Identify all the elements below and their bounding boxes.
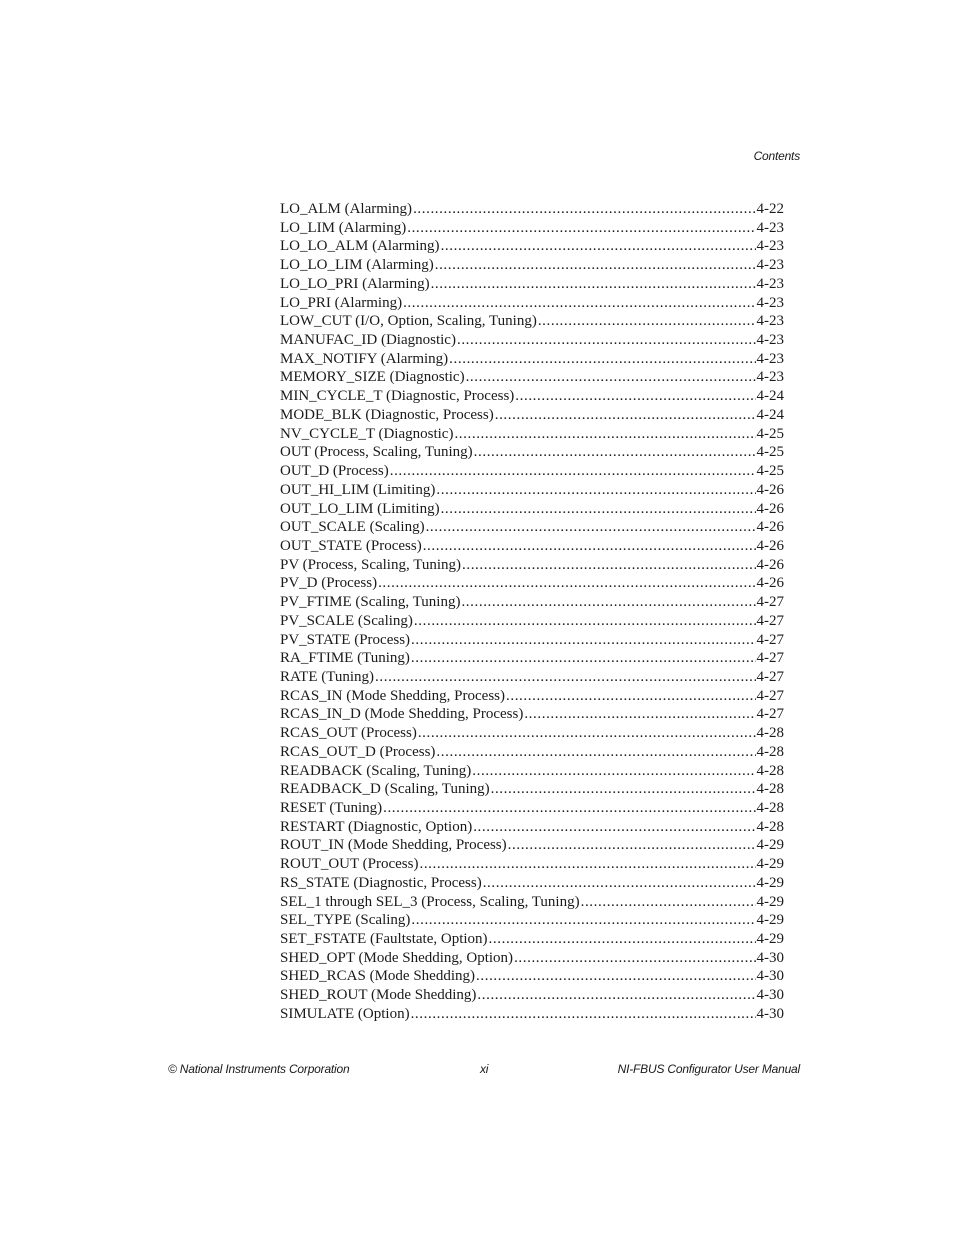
toc-entry-title: ROUT_IN (Mode Shedding, Process) [280, 837, 507, 854]
toc-entry-title: RS_STATE (Diagnostic, Process) [280, 874, 482, 891]
toc-entry[interactable] [280, 724, 784, 743]
toc-entry[interactable] [280, 500, 784, 519]
dot-leader [436, 481, 755, 500]
toc-entry-page: 4-27 [756, 631, 784, 648]
toc-entry-page: 4-23 [756, 313, 784, 330]
toc-entry[interactable] [280, 687, 784, 706]
toc-entry[interactable] [280, 462, 784, 481]
toc-entry-page: 4-29 [756, 837, 784, 854]
toc-entry-title: OUT_HI_LIM (Limiting) [280, 481, 436, 498]
toc-entry[interactable] [280, 780, 784, 799]
toc-entry-title: READBACK (Scaling, Tuning) [280, 762, 472, 779]
toc-entry[interactable] [280, 668, 784, 687]
toc-entry-title: MEMORY_SIZE (Diagnostic) [280, 369, 465, 386]
dot-leader [413, 200, 755, 219]
toc-entry-title: READBACK_D (Scaling, Tuning) [280, 781, 490, 798]
toc-entry-title: LO_LO_LIM (Alarming) [280, 257, 434, 274]
toc-entry-page: 4-27 [756, 594, 784, 611]
toc-entry[interactable] [280, 387, 784, 406]
dot-leader [515, 387, 755, 406]
toc-entry[interactable] [280, 593, 784, 612]
dot-leader [419, 855, 755, 874]
toc-entry[interactable] [280, 949, 784, 968]
toc-entry-page: 4-23 [756, 350, 784, 367]
dot-leader [431, 275, 756, 294]
toc-entry-page: 4-30 [756, 987, 784, 1004]
dot-leader [435, 256, 756, 275]
toc-entry-page: 4-27 [756, 668, 784, 685]
toc-entry-page: 4-28 [756, 781, 784, 798]
toc-entry-page: 4-25 [756, 444, 784, 461]
dot-leader [411, 1005, 756, 1024]
toc-entry-title: SEL_TYPE (Scaling) [280, 912, 411, 929]
toc-entry-page: 4-26 [756, 556, 784, 573]
toc-entry[interactable] [280, 331, 784, 350]
toc-entry-title: LO_LIM (Alarming) [280, 219, 407, 236]
toc-entry-title: SEL_1 through SEL_3 (Process, Scaling, Tuning) [280, 893, 580, 910]
toc-entry-page: 4-28 [756, 762, 784, 779]
toc-entry[interactable] [280, 818, 784, 837]
toc-entry[interactable] [280, 275, 784, 294]
dot-leader [414, 612, 756, 631]
footer-page-number: xi [480, 1062, 489, 1076]
dot-leader [378, 574, 755, 593]
toc-entry-page: 4-28 [756, 818, 784, 835]
toc-entry[interactable] [280, 312, 784, 331]
toc-entry[interactable] [280, 967, 784, 986]
dot-leader [457, 331, 756, 350]
toc-entry-title: RCAS_IN (Mode Shedding, Process) [280, 687, 505, 704]
table-of-contents [280, 200, 784, 1024]
toc-entry-page: 4-25 [756, 425, 784, 442]
toc-entry[interactable] [280, 799, 784, 818]
dot-leader [538, 312, 756, 331]
toc-entry-page: 4-29 [756, 912, 784, 929]
dot-leader [441, 237, 756, 256]
toc-entry-title: LO_LO_PRI (Alarming) [280, 275, 430, 292]
toc-entry-page: 4-24 [756, 388, 784, 405]
toc-entry-title: RCAS_OUT (Process) [280, 725, 417, 742]
toc-entry[interactable] [280, 986, 784, 1005]
dot-leader [483, 874, 756, 893]
dot-leader [506, 687, 756, 706]
toc-entry-title: MIN_CYCLE_T (Diagnostic, Process) [280, 388, 515, 405]
toc-entry[interactable] [280, 406, 784, 425]
toc-entry-title: RESTART (Diagnostic, Option) [280, 818, 473, 835]
toc-entry[interactable] [280, 705, 784, 724]
dot-leader [383, 799, 755, 818]
toc-entry-title: OUT_LO_LIM (Limiting) [280, 500, 440, 517]
toc-entry-page: 4-22 [756, 201, 784, 217]
toc-entry-title: PV_D (Process) [280, 575, 378, 592]
toc-entry-page: 4-26 [756, 519, 784, 536]
toc-entry-page: 4-27 [756, 706, 784, 723]
toc-entry-page: 4-25 [756, 463, 784, 480]
toc-entry-title: SHED_OPT (Mode Shedding, Option) [280, 949, 514, 966]
toc-entry-title: SHED_ROUT (Mode Shedding) [280, 987, 477, 1004]
dot-leader [454, 425, 755, 444]
toc-entry-page: 4-27 [756, 650, 784, 667]
toc-entry[interactable] [280, 893, 784, 912]
toc-entry-page: 4-29 [756, 893, 784, 910]
toc-entry-title: PV_STATE (Process) [280, 631, 411, 648]
toc-entry[interactable] [280, 911, 784, 930]
dot-leader [508, 836, 756, 855]
dot-leader [466, 368, 756, 387]
toc-entry-title: PV_SCALE (Scaling) [280, 612, 413, 629]
toc-entry[interactable] [280, 612, 784, 631]
toc-entry-title: NV_CYCLE_T (Diagnostic) [280, 425, 454, 442]
toc-entry[interactable] [280, 743, 784, 762]
dot-leader [474, 443, 756, 462]
toc-entry-title: LO_PRI (Alarming) [280, 294, 403, 311]
dot-leader [411, 631, 755, 650]
toc-entry-title: OUT_D (Process) [280, 463, 389, 480]
toc-entry-page: 4-23 [756, 238, 784, 255]
toc-entry-title: RCAS_OUT_D (Process) [280, 743, 436, 760]
toc-entry-title: OUT_STATE (Process) [280, 537, 422, 554]
toc-entry-title: OUT_SCALE (Scaling) [280, 519, 425, 536]
toc-entry-page: 4-28 [756, 743, 784, 760]
dot-leader [418, 724, 756, 743]
toc-entry-page: 4-29 [756, 874, 784, 891]
toc-entry-page: 4-26 [756, 481, 784, 498]
toc-entry[interactable] [280, 874, 784, 893]
toc-entry-title: RCAS_IN_D (Mode Shedding, Process) [280, 706, 524, 723]
dot-leader [407, 219, 755, 238]
toc-entry-title: LO_LO_ALM (Alarming) [280, 238, 440, 255]
footer-copyright: © National Instruments Corporation [168, 1062, 350, 1076]
dot-leader [514, 949, 755, 968]
toc-entry-title: MODE_BLK (Diagnostic, Process) [280, 406, 494, 423]
toc-entry-page: 4-30 [756, 968, 784, 985]
dot-leader [472, 762, 755, 781]
toc-entry-title: MANUFAC_ID (Diagnostic) [280, 332, 456, 349]
toc-entry[interactable] [280, 556, 784, 575]
toc-entry-page: 4-23 [756, 275, 784, 292]
toc-entry[interactable] [280, 256, 784, 275]
dot-leader [449, 350, 755, 369]
toc-entry[interactable] [280, 368, 784, 387]
dot-leader [461, 593, 755, 612]
toc-entry-title: RA_FTIME (Tuning) [280, 650, 410, 667]
toc-entry[interactable] [280, 649, 784, 668]
toc-entry[interactable] [280, 631, 784, 650]
toc-entry[interactable] [280, 930, 784, 949]
toc-entry-page: 4-27 [756, 612, 784, 629]
toc-entry[interactable] [280, 237, 784, 256]
dot-leader [426, 518, 756, 537]
toc-entry[interactable] [280, 537, 784, 556]
dot-leader [375, 668, 755, 687]
toc-entry[interactable] [280, 294, 784, 313]
toc-entry-page: 4-23 [756, 257, 784, 274]
toc-entry-title: RESET (Tuning) [280, 800, 383, 816]
toc-entry[interactable] [280, 518, 784, 537]
toc-entry-title: ROUT_OUT (Process) [280, 856, 419, 873]
toc-entry-title: MAX_NOTIFY (Alarming) [280, 350, 449, 367]
dot-leader [477, 986, 755, 1005]
toc-entry[interactable] [280, 443, 784, 462]
toc-entry-page: 4-27 [756, 687, 784, 704]
toc-entry[interactable] [280, 219, 784, 238]
toc-entry[interactable] [280, 836, 784, 855]
dot-leader [473, 818, 755, 837]
toc-entry-page: 4-28 [756, 800, 784, 816]
toc-entry-page: 4-28 [756, 725, 784, 742]
toc-entry-title: SHED_RCAS (Mode Shedding) [280, 968, 476, 985]
toc-entry-title: RATE (Tuning) [280, 668, 375, 685]
toc-entry[interactable] [280, 350, 784, 369]
dot-leader [489, 930, 756, 949]
toc-entry[interactable] [280, 481, 784, 500]
running-header: Contents [753, 149, 800, 163]
dot-leader [423, 537, 756, 556]
dot-leader [411, 649, 756, 668]
toc-entry[interactable] [280, 425, 784, 444]
dot-leader [476, 967, 755, 986]
toc-entry[interactable] [280, 855, 784, 874]
dot-leader [491, 780, 756, 799]
toc-entry-title: LOW_CUT (I/O, Option, Scaling, Tuning) [280, 313, 537, 330]
toc-entry-title: PV_FTIME (Scaling, Tuning) [280, 594, 461, 611]
toc-entry-page: 4-26 [756, 500, 784, 517]
toc-entry-page: 4-30 [756, 949, 784, 966]
dot-leader [436, 743, 755, 762]
toc-entry-title: LO_ALM (Alarming) [280, 201, 413, 217]
toc-entry-page: 4-23 [756, 369, 784, 386]
toc-entry-page: 4-30 [756, 1005, 784, 1022]
toc-entry[interactable] [280, 574, 784, 593]
dot-leader [411, 911, 755, 930]
toc-entry-page: 4-29 [756, 931, 784, 948]
toc-entry-title: OUT (Process, Scaling, Tuning) [280, 444, 473, 461]
toc-entry-title: PV (Process, Scaling, Tuning) [280, 556, 461, 573]
toc-entry-page: 4-23 [756, 294, 784, 311]
dot-leader [495, 406, 756, 425]
toc-entry-page: 4-23 [756, 332, 784, 349]
toc-entry[interactable] [280, 762, 784, 781]
toc-entry-page: 4-23 [756, 219, 784, 236]
toc-entry-title: SIMULATE (Option) [280, 1005, 410, 1022]
dot-leader [524, 705, 755, 724]
toc-entry[interactable] [280, 200, 784, 219]
toc-entry-title: SET_FSTATE (Faultstate, Option) [280, 931, 488, 948]
toc-entry-page: 4-26 [756, 537, 784, 554]
toc-entry-page: 4-26 [756, 575, 784, 592]
footer-manual-title: NI-FBUS Configurator User Manual [617, 1062, 800, 1076]
dot-leader [581, 893, 756, 912]
dot-leader [441, 500, 756, 519]
dot-leader [403, 294, 755, 313]
toc-entry-page: 4-29 [756, 856, 784, 873]
toc-entry-page: 4-24 [756, 406, 784, 423]
toc-entry[interactable] [280, 1005, 784, 1024]
dot-leader [462, 556, 756, 575]
dot-leader [390, 462, 756, 481]
